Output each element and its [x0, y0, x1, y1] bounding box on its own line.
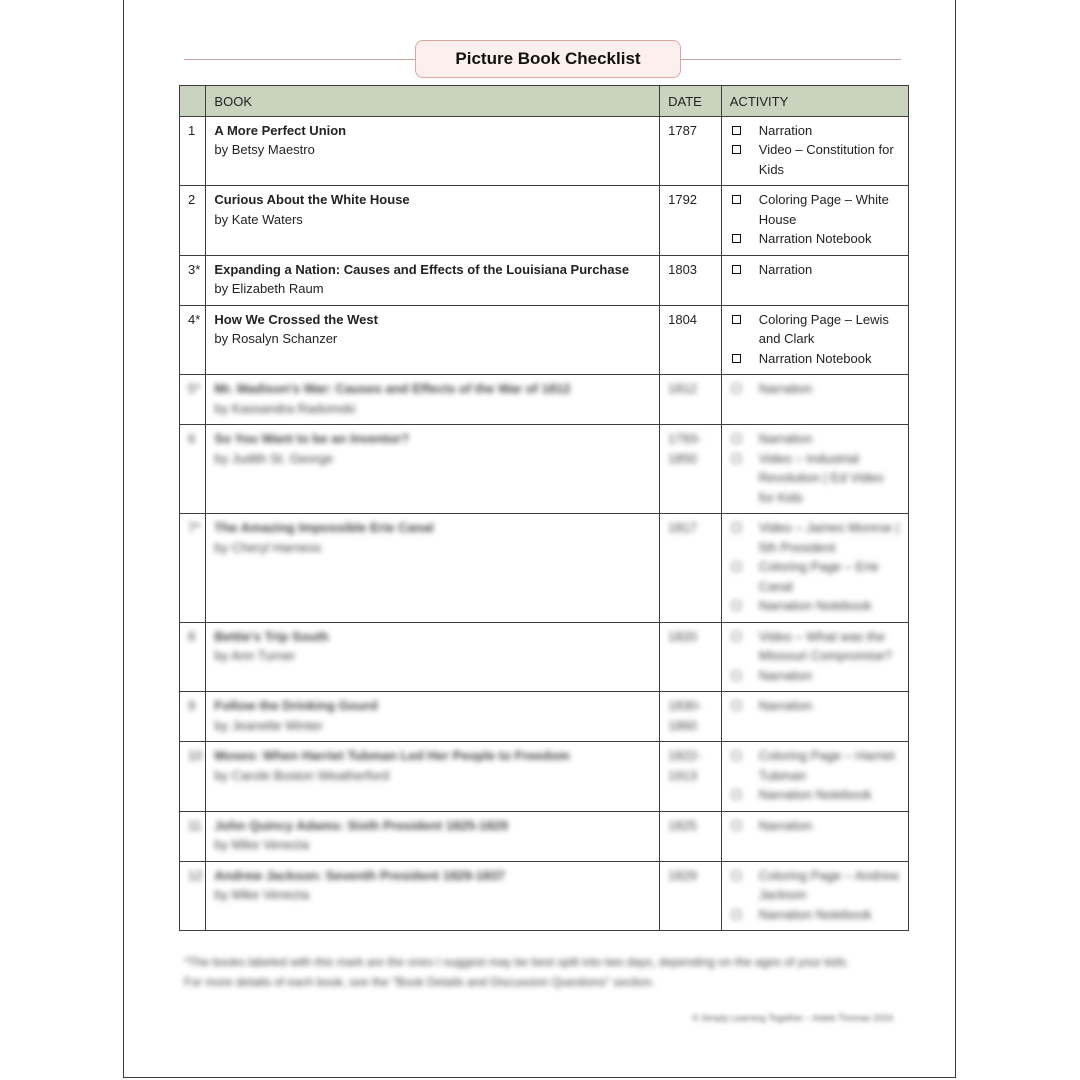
- book-author: by Ann Turner: [214, 648, 296, 663]
- activity-item: [730, 140, 900, 179]
- checkbox-icon[interactable]: [732, 384, 741, 393]
- table-row: [180, 116, 909, 186]
- book-title: So You Want to be an Inventor?: [214, 431, 410, 446]
- book-title: Curious About the White House: [214, 192, 410, 207]
- date-cell: [660, 186, 722, 256]
- activity-item: [730, 816, 900, 836]
- checkbox-icon[interactable]: [732, 434, 741, 443]
- row-number: 11: [180, 811, 206, 861]
- activity-item: [730, 746, 900, 785]
- header-book: BOOK: [206, 86, 660, 117]
- table-row: [180, 811, 909, 861]
- activity-label: Narration: [758, 667, 813, 683]
- book-author: by Rosalyn Schanzer: [214, 331, 338, 346]
- footnote-line: For more details of each book, see the "Book Details and Discussion Questions" section.: [184, 975, 655, 989]
- activity-item: [730, 260, 900, 280]
- activity-label: Narration: [758, 817, 813, 833]
- checkbox-icon[interactable]: [732, 562, 741, 571]
- table-row: [180, 375, 909, 425]
- activity-cell: [721, 514, 908, 623]
- activity-item: [730, 866, 900, 905]
- activity-list: [730, 310, 900, 369]
- header-activity: ACTIVITY: [721, 86, 908, 117]
- book-title: A More Perfect Union: [214, 122, 347, 138]
- checkbox-icon[interactable]: [732, 751, 741, 760]
- activity-item: [730, 229, 900, 249]
- title-rule-right: [679, 59, 901, 60]
- activity-label: Coloring Page – Andrew Jackson: [758, 867, 899, 902]
- checkbox-icon[interactable]: [732, 601, 741, 610]
- book-title: Mr. Madison's War: Causes and Effects of the War of 1812: [214, 381, 571, 396]
- date-cell: [660, 622, 722, 692]
- activity-list: [730, 379, 900, 399]
- activity-label: Narration Notebook: [758, 906, 872, 922]
- activity-label: Narration: [758, 122, 813, 138]
- date-value: 1804: [668, 311, 698, 327]
- checkbox-icon[interactable]: [732, 523, 741, 532]
- checkbox-icon[interactable]: [732, 821, 741, 830]
- activity-label: Coloring Page – Harriet Tubman: [758, 748, 895, 783]
- activity-label: Narration: [758, 261, 813, 277]
- table-row: [180, 425, 909, 514]
- activity-cell: [721, 811, 908, 861]
- activity-list: [730, 429, 900, 507]
- activity-item: [730, 121, 900, 141]
- book-title: Andrew Jackson: Seventh President 1829-1837: [214, 867, 505, 883]
- checkbox-icon[interactable]: [732, 632, 741, 641]
- activity-list: [730, 746, 900, 805]
- date-value: 1913: [668, 767, 698, 783]
- book-checklist-table: [179, 85, 909, 931]
- date-cell: [660, 514, 722, 623]
- row-number: 2: [180, 186, 206, 256]
- book-cell: [206, 375, 660, 425]
- activity-list: [730, 866, 900, 925]
- date-value: 1825: [668, 817, 698, 833]
- table-header-row: [180, 86, 909, 117]
- date-cell: [660, 255, 722, 305]
- activity-label: Video – What was the Missouri Compromise?: [758, 628, 892, 663]
- book-author: by Mike Venezia: [214, 887, 310, 902]
- checkbox-icon[interactable]: [732, 265, 741, 274]
- date-value: 1803: [668, 261, 698, 277]
- activity-item: [730, 905, 900, 925]
- checkbox-icon[interactable]: [732, 871, 741, 880]
- table-row: [180, 255, 909, 305]
- date-value: 1822-: [668, 748, 702, 763]
- activity-label: Narration Notebook: [758, 231, 872, 246]
- activity-item: [730, 596, 900, 616]
- activity-cell: [721, 425, 908, 514]
- date-value: 1812: [668, 381, 698, 396]
- row-number: 9: [180, 692, 206, 742]
- activity-item: [730, 310, 900, 349]
- activity-label: Video – Industrial Revolution | Ed Video for Kids: [758, 450, 884, 505]
- activity-item: [730, 666, 900, 686]
- activity-label: Narration Notebook: [758, 787, 872, 802]
- activity-cell: [721, 255, 908, 305]
- footnote-line: *The books labeled with this mark are the ones I suggest may be best split into two days, depending on the ages of your kids.: [184, 955, 850, 969]
- date-value: 1860: [668, 717, 698, 733]
- activity-label: Narration: [758, 698, 813, 713]
- activity-label: Video – Constitution for Kids: [758, 142, 894, 177]
- checkbox-icon[interactable]: [732, 701, 741, 710]
- activity-cell: [721, 375, 908, 425]
- activity-list: [730, 816, 900, 836]
- activity-item: [730, 557, 900, 596]
- date-value: 1793-: [668, 431, 702, 446]
- book-author: by Jeanette Winter: [214, 717, 323, 733]
- book-author: by Cheryl Harness: [214, 539, 322, 555]
- checkbox-icon[interactable]: [732, 910, 741, 919]
- book-title: Bettie's Trip South: [214, 628, 329, 644]
- activity-item: [730, 190, 900, 229]
- book-cell: [206, 622, 660, 692]
- header-date: DATE: [660, 86, 722, 117]
- activity-cell: [721, 622, 908, 692]
- activity-label: Video – James Monroe | 5th President: [758, 520, 900, 555]
- activity-list: [730, 260, 900, 280]
- copyright-text: © Simply Learning Together – Adele Thomas 2024: [692, 1013, 893, 1023]
- date-value: 1850: [668, 450, 698, 466]
- activity-list: [730, 121, 900, 180]
- date-cell: [660, 425, 722, 514]
- activity-list: [730, 696, 900, 716]
- book-cell: [206, 255, 660, 305]
- activity-label: Coloring Page – Lewis and Clark: [758, 311, 889, 346]
- row-number: 8: [180, 622, 206, 692]
- book-author: by Mike Venezia: [214, 837, 310, 852]
- book-author: by Carole Boston Weatherford: [214, 767, 390, 783]
- table-row: [180, 861, 909, 931]
- row-number: 6: [180, 425, 206, 514]
- book-title: Follow the Drinking Gourd: [214, 698, 378, 713]
- checkbox-icon[interactable]: [732, 354, 741, 363]
- activity-item: [730, 379, 900, 399]
- row-number: 4*: [180, 305, 206, 375]
- checkbox-icon[interactable]: [732, 195, 741, 204]
- book-author: by Betsy Maestro: [214, 142, 315, 157]
- table-row: [180, 514, 909, 623]
- book-cell: [206, 116, 660, 186]
- date-value: 1829: [668, 867, 698, 883]
- activity-item: [730, 449, 900, 508]
- table-row: [180, 742, 909, 812]
- row-number: 1: [180, 116, 206, 186]
- activity-label: Narration: [758, 381, 813, 396]
- date-value: 1817: [668, 520, 698, 535]
- document-page: [123, 0, 956, 1078]
- activity-cell: [721, 861, 908, 931]
- activity-item: [730, 518, 900, 557]
- table-row: [180, 305, 909, 375]
- activity-list: [730, 627, 900, 686]
- page-title: Picture Book Checklist: [415, 40, 681, 78]
- activity-item: [730, 785, 900, 805]
- activity-list: [730, 518, 900, 616]
- checkbox-icon[interactable]: [732, 671, 741, 680]
- book-cell: [206, 861, 660, 931]
- activity-label: Coloring Page – Erie Canal: [758, 559, 879, 594]
- activity-cell: [721, 305, 908, 375]
- checkbox-icon[interactable]: [732, 126, 741, 135]
- book-cell: [206, 514, 660, 623]
- book-title: John Quincy Adams: Sixth President 1825-1829: [214, 817, 508, 833]
- date-cell: [660, 861, 722, 931]
- checkbox-icon[interactable]: [732, 790, 741, 799]
- table-body: [180, 116, 909, 931]
- activity-cell: [721, 692, 908, 742]
- table-row: [180, 692, 909, 742]
- date-cell: [660, 692, 722, 742]
- book-cell: [206, 742, 660, 812]
- book-title: How We Crossed the West: [214, 311, 378, 327]
- checkbox-icon[interactable]: [732, 145, 741, 154]
- title-rule-left: [184, 59, 416, 60]
- book-cell: [206, 186, 660, 256]
- activity-cell: [721, 742, 908, 812]
- checkbox-icon[interactable]: [732, 454, 741, 463]
- book-cell: [206, 425, 660, 514]
- activity-label: Narration: [758, 431, 813, 446]
- activity-label: Narration Notebook: [758, 598, 872, 613]
- date-cell: [660, 375, 722, 425]
- activity-cell: [721, 116, 908, 186]
- table-row: [180, 186, 909, 256]
- date-value: 1787: [668, 122, 698, 138]
- activity-label: Coloring Page – White House: [758, 192, 889, 227]
- book-author: by Elizabeth Raum: [214, 281, 324, 296]
- book-cell: [206, 692, 660, 742]
- row-number: 5*: [180, 375, 206, 425]
- book-author: by Judith St. George: [214, 450, 333, 466]
- book-title: Expanding a Nation: Causes and Effects of the Louisiana Purchase: [214, 261, 630, 277]
- date-cell: [660, 742, 722, 812]
- activity-list: [730, 190, 900, 249]
- book-author: by Kassandra Radomski: [214, 400, 356, 416]
- checkbox-icon[interactable]: [732, 315, 741, 324]
- book-title: The Amazing Impossible Erie Canal: [214, 520, 434, 535]
- book-author: by Kate Waters: [214, 211, 303, 227]
- activity-cell: [721, 186, 908, 256]
- activity-item: [730, 627, 900, 666]
- book-cell: [206, 305, 660, 375]
- checkbox-icon[interactable]: [732, 234, 741, 243]
- date-value: 1820: [668, 628, 698, 644]
- row-number: 7*: [180, 514, 206, 623]
- row-number: 10: [180, 742, 206, 812]
- header-num: [180, 86, 206, 117]
- activity-item: [730, 696, 900, 716]
- date-cell: [660, 811, 722, 861]
- table-row: [180, 622, 909, 692]
- book-cell: [206, 811, 660, 861]
- activity-label: Narration Notebook: [758, 350, 872, 366]
- footnote: [184, 952, 904, 992]
- date-value: 1830-: [668, 698, 702, 713]
- activity-item: [730, 429, 900, 449]
- book-title: Moses: When Harriet Tubman Led Her People to Freedom: [214, 748, 570, 763]
- activity-item: [730, 349, 900, 369]
- date-cell: [660, 305, 722, 375]
- date-value: 1792: [668, 192, 698, 207]
- row-number: 3*: [180, 255, 206, 305]
- date-cell: [660, 116, 722, 186]
- row-number: 12: [180, 861, 206, 931]
